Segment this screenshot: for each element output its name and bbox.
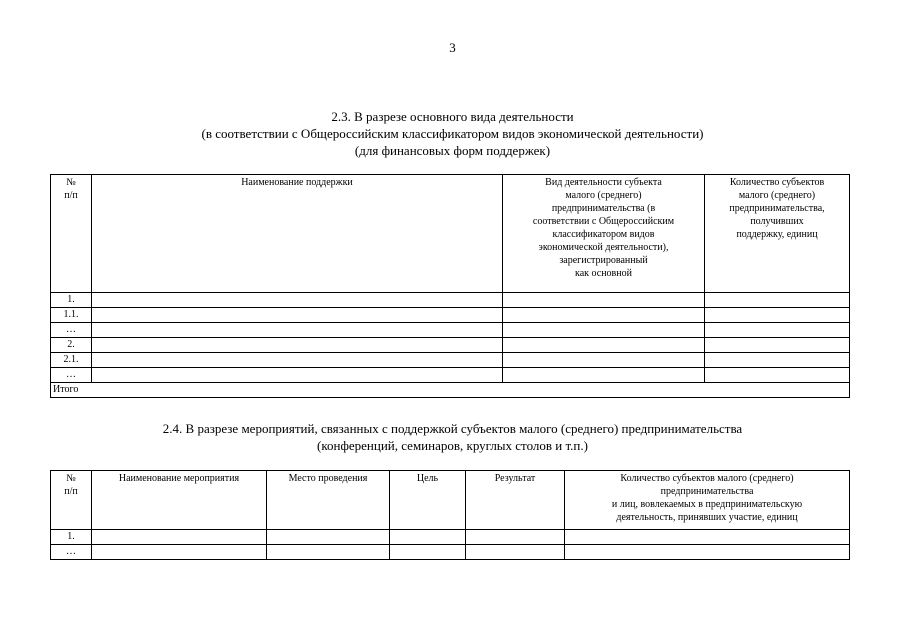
table-row [51, 293, 850, 308]
total-label: Итого [51, 383, 850, 398]
cell [267, 530, 390, 545]
section-2-4-title [0, 420, 905, 454]
cell [267, 545, 390, 560]
col-header-result: Результат [466, 471, 565, 530]
cell [92, 368, 503, 383]
row-number: 1. [51, 293, 92, 308]
row-number: … [51, 545, 92, 560]
col-header-goal: Цель [390, 471, 466, 530]
section-2-3-title-line: 2.3. В разрезе основного вида деятельности [331, 109, 574, 124]
cell [390, 530, 466, 545]
section-2-3-title [0, 108, 905, 159]
cell [503, 293, 705, 308]
col-header-venue: Место проведения [267, 471, 390, 530]
cell [92, 308, 503, 323]
table-row [51, 530, 850, 545]
row-number: … [51, 368, 92, 383]
col-header-subjects-count: Количество субъектов малого (среднего) предпринимательства, получивших поддержку, единиц [705, 175, 850, 293]
row-number: 2. [51, 338, 92, 353]
cell [92, 530, 267, 545]
section-2-3-title-line: (в соответствии с Общероссийским классификатором видов экономической деятельности) [201, 126, 704, 141]
cell [503, 338, 705, 353]
cell [503, 323, 705, 338]
cell [503, 368, 705, 383]
cell [390, 545, 466, 560]
cell [705, 353, 850, 368]
section-2-4-title-line: 2.4. В разрезе мероприятий, связанных с поддержкой субъектов малого (среднего) предпринимательства [162, 421, 743, 436]
section-2-4-title-line: (конференций, семинаров, круглых столов и т.п.) [317, 438, 588, 453]
cell [503, 353, 705, 368]
table-row [51, 545, 850, 560]
cell [92, 338, 503, 353]
section-2-3-title-line: (для финансовых форм поддержек) [354, 143, 551, 158]
cell [92, 545, 267, 560]
support-by-activity-table [50, 174, 850, 398]
cell [565, 545, 850, 560]
cell [466, 530, 565, 545]
table-row [51, 308, 850, 323]
table-row [51, 368, 850, 383]
cell [503, 308, 705, 323]
table-row [51, 338, 850, 353]
table-row [51, 353, 850, 368]
col-header-participants-count: Количество субъектов малого (среднего) предпринимательства и лиц, вовлекаемых в предпринимательскую деятельность, принявших участие, единиц [565, 471, 850, 530]
cell [705, 293, 850, 308]
cell [705, 338, 850, 353]
cell [92, 323, 503, 338]
cell [92, 353, 503, 368]
col-header-number: № п/п [51, 471, 92, 530]
col-header-number: № п/п [51, 175, 92, 293]
events-table [50, 470, 850, 560]
table-row [51, 323, 850, 338]
row-number: 1.1. [51, 308, 92, 323]
page-number: 3 [449, 40, 456, 55]
col-header-activity-type: Вид деятельности субъекта малого (среднего) предпринимательства (в соответствии с Общероссийским классификатором видов экономической деятельности), зарегистрированный как основной [503, 175, 705, 293]
cell [92, 293, 503, 308]
cell [705, 368, 850, 383]
row-number: 1. [51, 530, 92, 545]
cell [705, 323, 850, 338]
cell [565, 530, 850, 545]
cell [466, 545, 565, 560]
col-header-support-name: Наименование поддержки [92, 175, 503, 293]
col-header-event-name: Наименование мероприятия [92, 471, 267, 530]
cell [705, 308, 850, 323]
row-number: … [51, 323, 92, 338]
total-row [51, 383, 850, 398]
row-number: 2.1. [51, 353, 92, 368]
